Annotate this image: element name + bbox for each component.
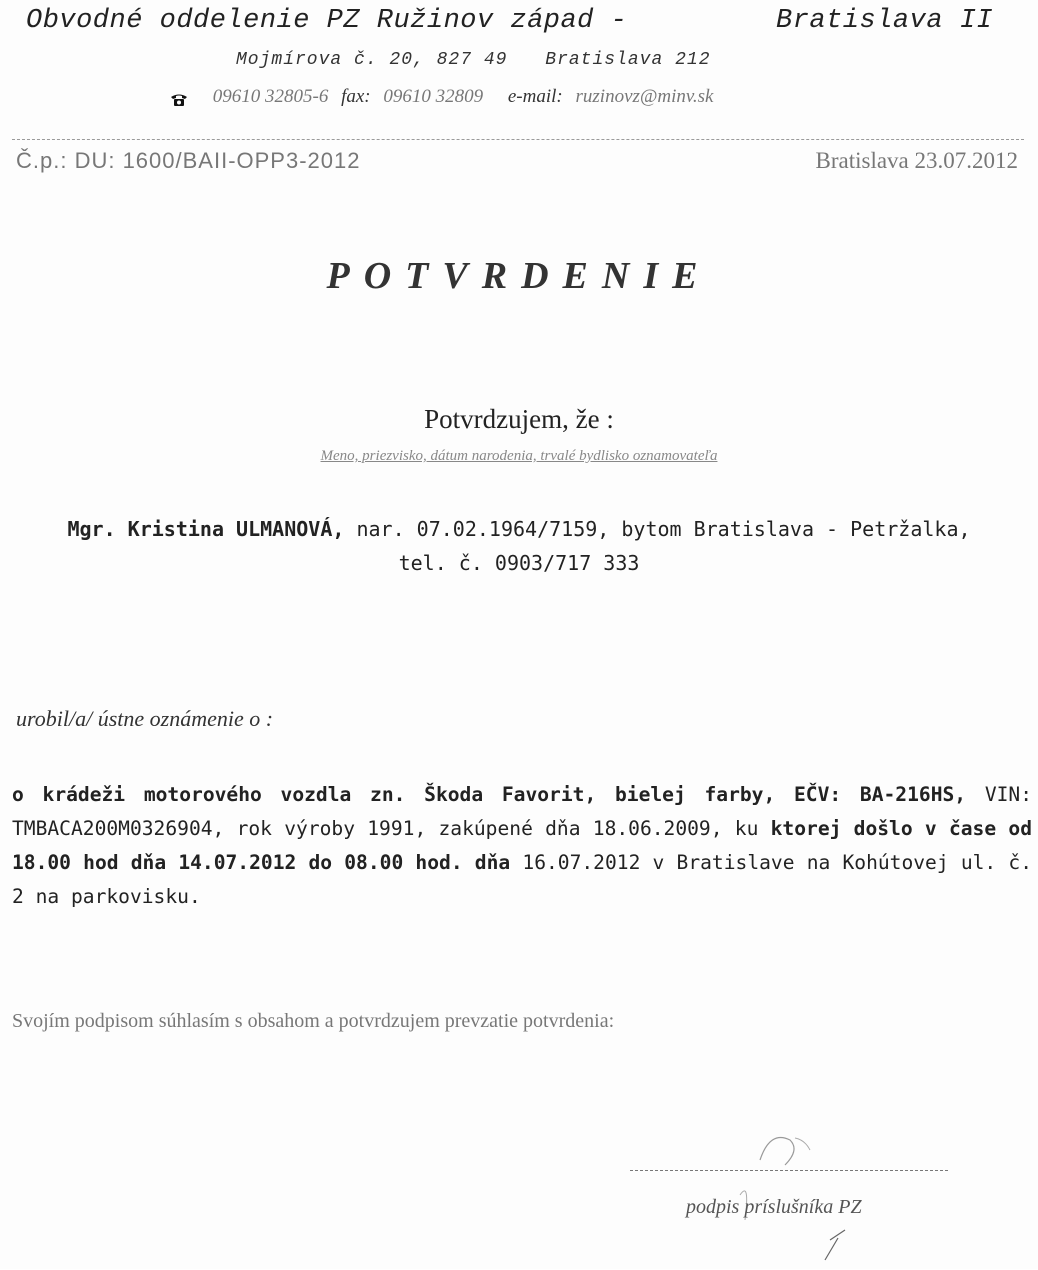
email-label: e-mail: [507,86,563,107]
fax-number: 09610 32809 [383,86,484,107]
person-name: Mgr. Kristina ULMANOVÁ, [67,517,345,541]
email-address: ruzinovz@minv.sk [575,86,714,107]
office-street: Mojmírova č. 20, 827 49 [236,50,508,70]
report-line-4: 16.07.2012 v Bratislave na Kohútovej ul. č. 2 na parkovisku. [12,851,1033,908]
report-label: urobil/a/ ústne oznámenie o : [16,706,274,731]
field-caption: Meno, priezvisko, dátum narodenia, trvalé bydlisko oznamovateľa [320,448,718,464]
person-details: nar. 07.02.1964/7159, bytom Bratislava - Petržalka, [356,517,971,541]
telephone-icon [170,91,188,105]
office-city: Bratislava II [776,6,994,36]
report-line-3: ktorej došlo v čase od 18.00 hod dňa 14.07.2012 do 08.00 hod. dňa [12,817,1032,874]
person-phone: tel. č. 0903/717 333 [398,551,640,575]
agreement-text: Svojím podpisom súhlasím s obsahom a potvrdzujem prevzatie potvrdenia: [12,1010,615,1032]
signature-line [630,1170,948,1171]
report-text [12,778,1032,914]
office-city-line: Bratislava 212 [545,50,711,70]
phone-number: 09610 32805-6 [212,86,329,107]
office-title [26,6,1036,36]
report-line-2: VIN: TMBACA200M0326904, rok výroby 1991, zakúpené dňa 18.06.2009, ku [12,783,1033,840]
confirm-heading: Potvrdzujem, že : [424,404,614,434]
document-title: POTVRDENIE [326,255,712,297]
signature-caption: podpis príslušníka PZ [686,1196,862,1218]
report-line-1: o krádeži motorového vozdla zn. Škoda Favorit, bielej farby, EČV: BA-216HS, [12,783,967,806]
office-contact [170,86,713,108]
officer-signature [700,1120,860,1270]
fax-label: fax: [341,86,371,107]
office-address [236,50,711,70]
office-name: Obvodné oddelenie PZ Ružinov západ - [26,6,628,36]
place-date: Bratislava 23.07.2012 [815,148,1018,173]
header-divider [12,139,1024,140]
reference-number: Č.p.: DU: 1600/BAII-OPP3-2012 [16,148,361,173]
person-block [0,512,1038,580]
